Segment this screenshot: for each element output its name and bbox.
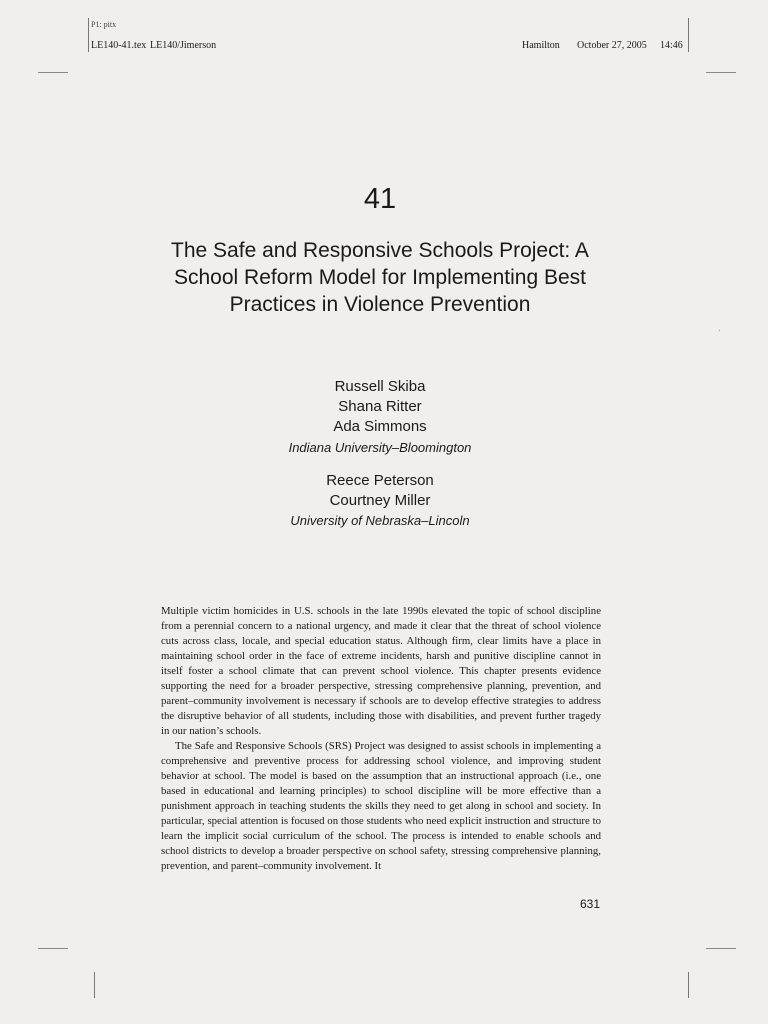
author-name: Russell Skiba [334, 378, 426, 395]
header-time: 14:46 [660, 40, 683, 51]
author-name: Reece Peterson [326, 472, 434, 489]
body-paragraph: The Safe and Responsive Schools (SRS) Project was designed to assist schools in implementing a comprehensive and preventive process for addressing school violence, and improving student behavior at school. The model is based on the assumption that an instructional approach (i.e., one based in educational and learning principles) to school discipline will be more effective than a punishment approach in teaching students the skills they need to get along in school and society. In particular, special attention is focused on those students who need explicit instruction and structure to learn the implicit social curriculum of the school. The process is intended to enable schools and school districts to develop a broader perspective on school safety, stressing comprehensive planning, prevention, and parent–community involvement. It [161, 740, 601, 872]
body-text [161, 604, 601, 874]
author-name: Shana Ritter [338, 398, 422, 415]
trim-mark-top-right [706, 72, 736, 73]
header-name: Hamilton [522, 40, 560, 51]
trim-mark-top-left [38, 72, 68, 73]
author-affiliation: University of Nebraska–Lincoln [290, 513, 470, 528]
header-filename: LE140-41.tex [91, 40, 147, 51]
trim-mark-bottom-left [38, 948, 68, 949]
page-number: 631 [580, 897, 601, 911]
scan-speck-mark: ˏ [718, 322, 721, 331]
header-date: October 27, 2005 [577, 40, 647, 51]
author-affiliation: Indiana University–Bloomington [288, 440, 472, 455]
chapter-title: The Safe and Responsive Schools Project: A School Reform Model for Implementing Best Practices in Violence Prevention [171, 239, 589, 316]
author-name: Courtney Miller [329, 492, 431, 509]
chapter-number: 41 [363, 183, 397, 215]
crop-mark-bottom-right [688, 972, 689, 998]
crop-mark-top-left [88, 18, 89, 52]
crop-mark-bottom-left [94, 972, 95, 998]
trim-mark-bottom-right [706, 948, 736, 949]
crop-mark-top-right [688, 18, 689, 52]
author-name: Ada Simmons [333, 418, 427, 435]
header-code: LE140/Jimerson [150, 40, 217, 51]
header-slug: P1: pitx [91, 20, 117, 29]
body-paragraph: Multiple victim homicides in U.S. schools in the late 1990s elevated the topic of school discipline from a perennial concern to a national urgency, and made it clear that the threat of school violence cuts across class, locale, and special education status. Although firm, clear limits have a place in maintaining school order in the face of extreme incidents, harsh and punitive discipline cannot in itself foster a school climate that can prevent school violence. This chapter presents evidence supporting the need for a broader perspective, stressing comprehensive planning, prevention, and parent–community involvement is necessary if schools are to develop effective strategies to address the disruptive behavior of all students, including those with disabilities, and prevent further tragedy in our nation’s schools. [161, 605, 601, 737]
